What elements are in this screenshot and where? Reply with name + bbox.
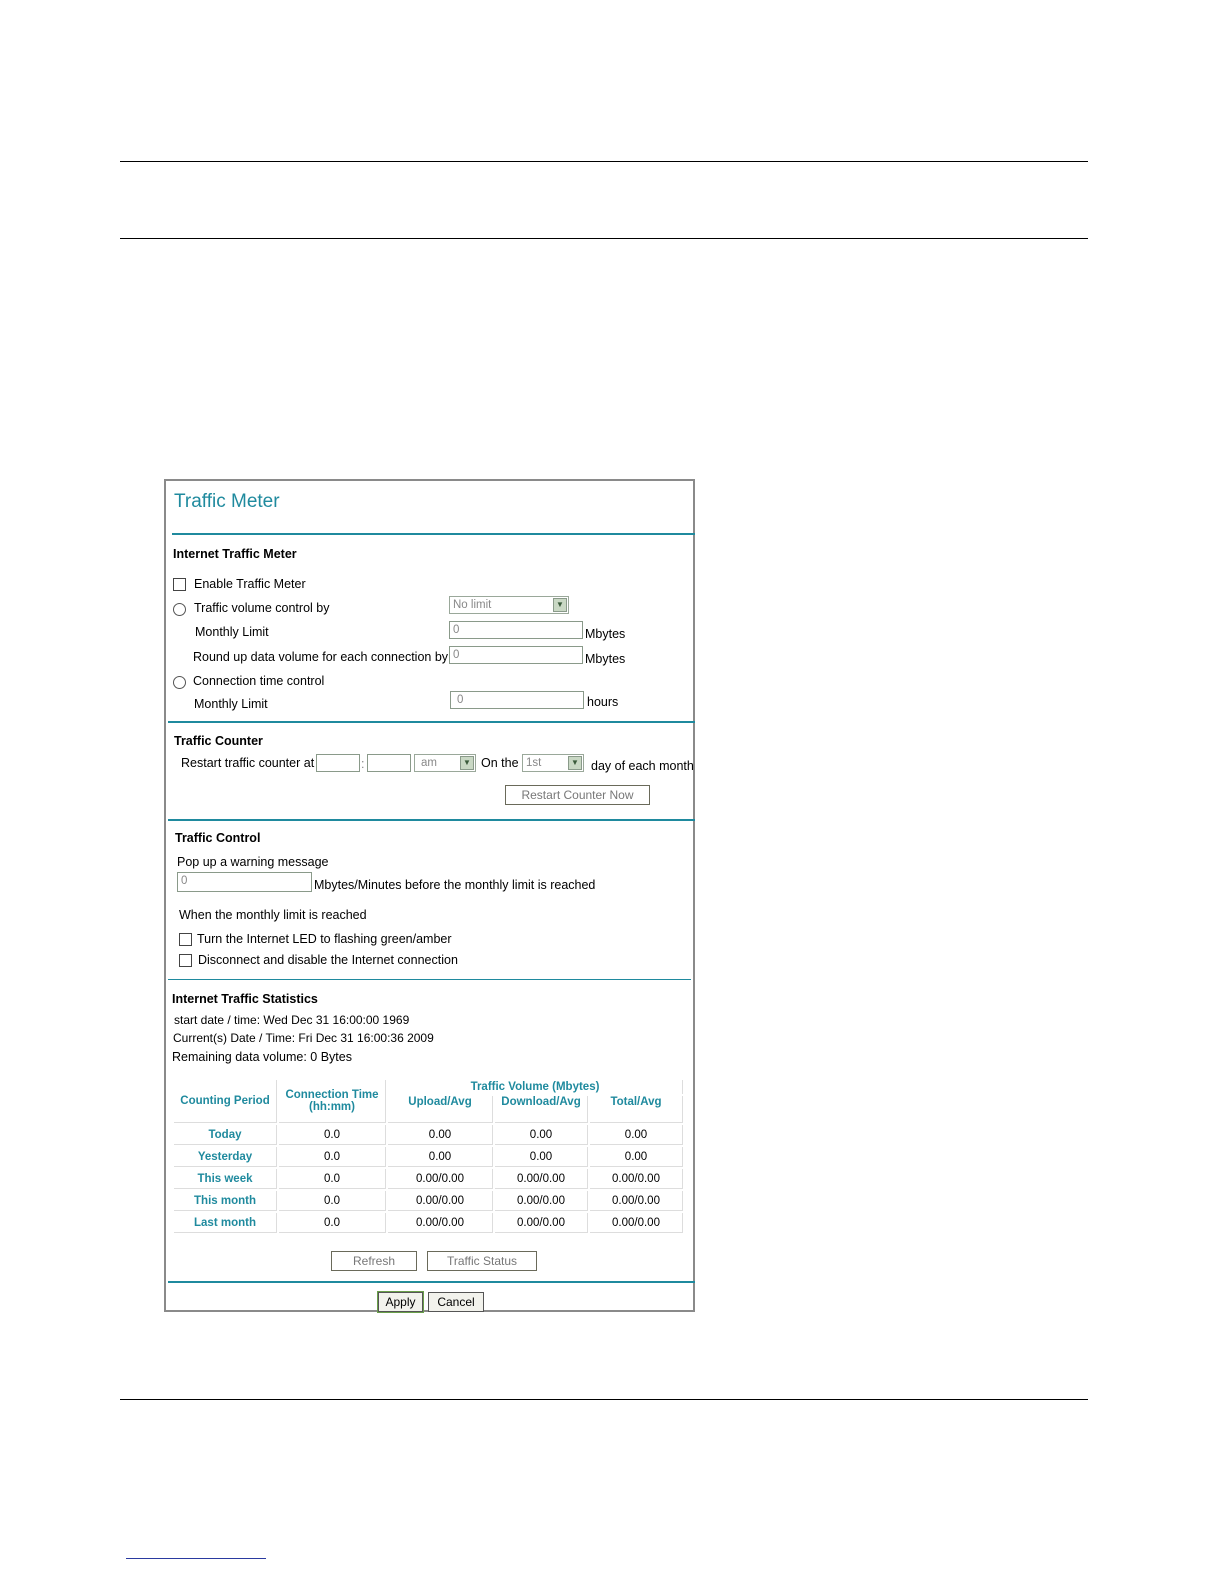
page-title: Traffic Meter [174,491,280,512]
disconnect-checkbox[interactable] [179,954,192,967]
connection-time-control-radio[interactable] [173,676,186,689]
row-period: Last month [174,1213,277,1233]
row-time: 0.0 [279,1125,386,1145]
hours-unit: hours [587,695,619,709]
row-download: 0.00 [495,1125,588,1145]
monthly-limit-unit: Mbytes [585,627,626,641]
current-date-text: Current(s) Date / Time: Fri Dec 31 16:00:36 2009 [173,1031,434,1045]
table-row [174,1213,683,1233]
day-suffix-label: day of each month [591,759,694,773]
ampm-select-value: am [421,757,437,769]
row-period: This month [174,1191,277,1211]
row-download: 0.00 [495,1147,588,1167]
header-rule-bottom [120,238,1088,239]
round-up-unit: Mbytes [585,652,626,666]
traffic-statistics-table [172,1078,685,1235]
section-divider-3 [168,979,691,980]
time-monthly-limit-label: Monthly Limit [194,697,268,711]
led-flashing-checkbox[interactable] [179,933,192,946]
enable-traffic-meter-checkbox[interactable] [173,578,186,591]
traffic-meter-panel [164,479,695,1312]
header-upload: Upload/Avg [388,1096,493,1123]
table-row [174,1147,683,1167]
on-the-label: On the [481,756,519,770]
row-time: 0.0 [279,1191,386,1211]
table-header-row [174,1080,683,1094]
round-up-input[interactable]: 0 [449,646,583,664]
chevron-down-icon: ▼ [553,598,567,612]
remaining-volume-text: Remaining data volume: 0 Bytes [172,1050,352,1064]
row-total: 0.00/0.00 [590,1213,683,1233]
title-divider [172,533,695,535]
table-row [174,1169,683,1189]
enable-traffic-meter-label: Enable Traffic Meter [194,577,306,591]
cancel-button[interactable]: Cancel [428,1292,484,1312]
row-download: 0.00/0.00 [495,1169,588,1189]
popup-warning-input[interactable]: 0 [177,872,312,892]
time-monthly-limit-input[interactable]: 0 [450,691,584,709]
row-total: 0.00/0.00 [590,1169,683,1189]
header-download: Download/Avg [495,1096,588,1123]
traffic-status-button[interactable]: Traffic Status [427,1251,537,1271]
row-period: Today [174,1125,277,1145]
day-select[interactable] [522,754,584,772]
header-connection-time-label: Connection Time [285,1089,379,1101]
row-total: 0.00/0.00 [590,1191,683,1211]
row-upload: 0.00/0.00 [388,1191,493,1211]
header-connection-time [279,1080,386,1123]
restart-hour-input[interactable] [316,754,360,772]
traffic-volume-control-label: Traffic volume control by [194,601,330,615]
row-time: 0.0 [279,1213,386,1233]
connection-time-control-label: Connection time control [193,674,325,688]
row-period: Yesterday [174,1147,277,1167]
monthly-limit-input[interactable]: 0 [449,621,583,639]
footer-rule [120,1399,1088,1400]
popup-warning-suffix: Mbytes/Minutes before the monthly limit is reached [314,878,596,892]
disconnect-label: Disconnect and disable the Internet connection [198,953,458,967]
row-time: 0.0 [279,1169,386,1189]
round-up-label: Round up data volume for each connection by [193,650,449,664]
footer-divider [168,1281,695,1283]
restart-counter-label: Restart traffic counter at [181,756,315,770]
header-total: Total/Avg [590,1096,683,1123]
restart-counter-now-button[interactable]: Restart Counter Now [505,785,650,805]
start-date-text: start date / time: Wed Dec 31 16:00:00 1969 [174,1013,410,1027]
traffic-control-heading: Traffic Control [175,831,261,845]
row-period: This week [174,1169,277,1189]
traffic-counter-heading: Traffic Counter [174,734,263,748]
internet-traffic-meter-heading: Internet Traffic Meter [173,547,297,561]
row-download: 0.00/0.00 [495,1191,588,1211]
header-rule-top [120,161,1088,162]
header-counting-period: Counting Period [174,1080,277,1123]
refresh-button[interactable]: Refresh [331,1251,417,1271]
row-total: 0.00 [590,1125,683,1145]
apply-button[interactable]: Apply [378,1292,423,1312]
row-upload: 0.00 [388,1147,493,1167]
chevron-down-icon: ▼ [460,756,474,770]
led-flashing-label: Turn the Internet LED to flashing green/amber [197,932,452,946]
popup-warning-label: Pop up a warning message [177,855,329,869]
row-total: 0.00 [590,1147,683,1167]
section-divider-2 [168,819,695,821]
time-colon: : [361,757,365,771]
table-row [174,1125,683,1145]
row-upload: 0.00/0.00 [388,1169,493,1189]
header-connection-time-unit: (hh:mm) [309,1101,355,1113]
volume-control-select-value: No limit [453,599,492,611]
row-upload: 0.00/0.00 [388,1213,493,1233]
chevron-down-icon: ▼ [568,756,582,770]
footer-link-underline [126,1558,266,1559]
traffic-volume-control-radio[interactable] [173,603,186,616]
volume-control-select[interactable] [449,596,569,614]
restart-minute-input[interactable] [367,754,411,772]
limit-reached-label: When the monthly limit is reached [179,908,367,922]
header-traffic-volume: Traffic Volume (Mbytes) [388,1080,683,1094]
traffic-statistics-heading: Internet Traffic Statistics [172,992,318,1006]
table-row [174,1191,683,1211]
day-select-value: 1st [526,757,542,769]
monthly-limit-label: Monthly Limit [195,625,269,639]
row-time: 0.0 [279,1147,386,1167]
ampm-select[interactable] [414,754,476,772]
section-divider-1 [168,721,695,723]
row-download: 0.00/0.00 [495,1213,588,1233]
row-upload: 0.00 [388,1125,493,1145]
